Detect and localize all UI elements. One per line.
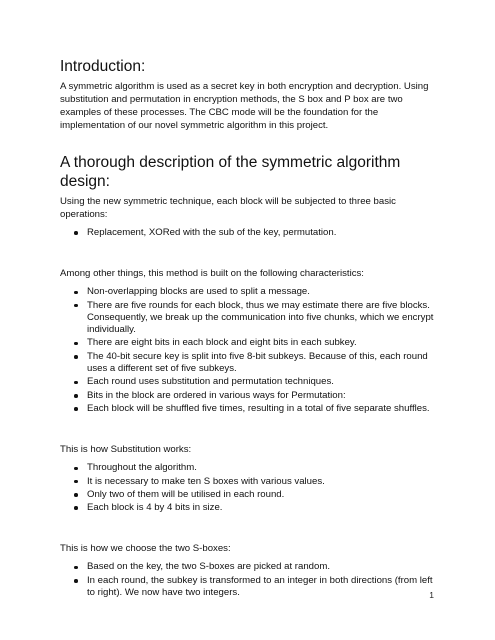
section-heading-introduction: Introduction: (60, 58, 146, 75)
substitution-intro-paragraph: This is how Substitution works: (60, 444, 192, 456)
list-item (60, 227, 440, 239)
list-item (60, 286, 440, 298)
list-item (60, 476, 440, 488)
bullet-icon (74, 467, 78, 471)
bullet-icon (74, 506, 78, 510)
bullet-icon (74, 231, 78, 235)
list-item-text: There are five rounds for each block, thus we may estimate there are five blocks. Consequently, we break up the communication into five chunks, which we encrypt individually. (87, 299, 434, 336)
list-item (60, 561, 440, 573)
list-item-text: Replacement, XORed with the sub of the key, permutation. (87, 227, 337, 238)
list-item-text: Each block is 4 by 4 bits in size. (87, 502, 223, 514)
bullet-icon (74, 355, 78, 359)
list-item (60, 351, 440, 376)
list-item-text: Bits in the block are ordered in various ways for Permutation: (87, 389, 346, 401)
introduction-paragraph: A symmetric algorithm is used as a secret key in both encryption and decryption. Using substitution and permutation in encryption methods, the S box and P box are two examples of these processes. The CBC mode will be the foundation for the implementation of our novel symmetric algorithm in this project. (60, 81, 429, 131)
list-item (60, 403, 440, 415)
list-item-text: Non-overlapping blocks are used to split a message. (87, 286, 310, 298)
bullet-icon (74, 407, 78, 411)
bullet-icon (74, 566, 78, 570)
list-item (60, 575, 440, 600)
section-heading-design: A thorough description of the symmetric algorithm design: (60, 154, 401, 190)
list-item (60, 502, 440, 514)
list-item (60, 337, 440, 349)
list-item (60, 462, 440, 474)
operations-list (60, 227, 440, 239)
bullet-icon (74, 291, 78, 295)
list-item-text: There are eight bits in each block and eight bits in each subkey. (87, 337, 357, 349)
list-item (60, 489, 440, 501)
page-content (60, 57, 440, 600)
bullet-icon (74, 342, 78, 346)
list-item (60, 300, 440, 337)
bullet-icon (74, 579, 78, 583)
characteristics-intro-paragraph: Among other things, this method is built on the following characteristics: (60, 268, 364, 280)
bullet-icon (74, 304, 78, 308)
list-item (60, 376, 440, 388)
bullet-icon (74, 381, 78, 385)
bullet-icon (74, 394, 78, 398)
sbox-intro-paragraph: This is how we choose the two S-boxes: (60, 543, 231, 555)
characteristics-list (60, 286, 440, 415)
list-item-text: It is necessary to make ten S boxes with various values. (87, 475, 325, 487)
list-item-text: In each round, the subkey is transformed to an integer in both directions (from left to right). We now have two integers. (87, 574, 433, 599)
list-item-text: Each block will be shuffled five times, resulting in a total of five separate shuffles. (87, 402, 430, 414)
sbox-list (60, 561, 440, 599)
list-item-text: Based on the key, the two S-boxes are picked at random. (87, 561, 331, 573)
list-item-text: Throughout the algorithm. (87, 462, 197, 474)
page-number: 1 (429, 590, 434, 600)
substitution-list (60, 462, 440, 514)
list-item-text: Only two of them will be utilised in each round. (87, 488, 285, 500)
bullet-icon (74, 493, 78, 497)
list-item-text: Each round uses substitution and permutation techniques. (87, 376, 334, 388)
design-intro-paragraph: Using the new symmetric technique, each block will be subjected to three basic operations: (60, 196, 396, 220)
list-item-text: The 40-bit secure key is split into five 8-bit subkeys. Because of this, each round uses a different set of five subkeys. (87, 350, 428, 375)
list-item (60, 390, 440, 402)
bullet-icon (74, 480, 78, 484)
